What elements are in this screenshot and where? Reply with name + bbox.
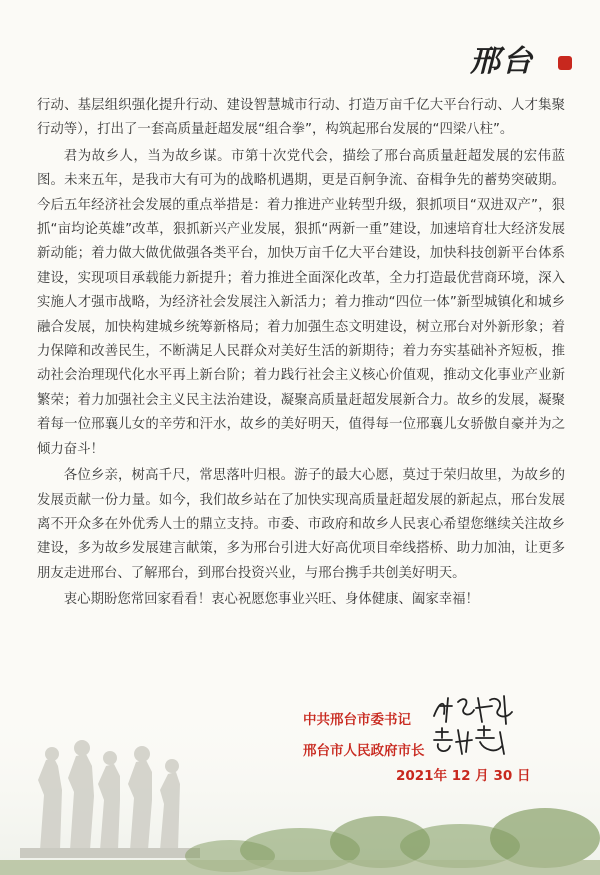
xingtai-logo <box>470 36 582 80</box>
letter-body <box>37 94 565 613</box>
mayor-title: 邢台市人民政府市长 <box>303 743 425 759</box>
mayor-handwritten-signature <box>430 724 514 760</box>
secretary-title: 中共邢台市委书记 <box>303 712 411 728</box>
letter-date: 2021年 12 月 30 日 <box>396 768 531 784</box>
logo-text: 邢台 <box>470 44 534 79</box>
paragraph-1: 行动、基层组织强化提升行动、建设智慧城市行动、打造万亩千亿大平台行动、人才集聚行动等），打出了一套高质量赶超发展“组合拳”，构筑起邢台发展的“四梁八柱”。 <box>37 98 565 138</box>
red-seal-icon <box>558 56 572 70</box>
secretary-handwritten-signature <box>430 692 520 728</box>
paragraph-4: 衷心期盼您常回家看看！衷心祝愿您事业兴旺、身体健康、阖家幸福！ <box>63 592 479 608</box>
paragraph-3: 各位乡亲，树高千尺，常思落叶归根。游子的最大心愿，莫过于荣归故里，为故乡的发展贡献一份力量。如今，我们故乡站在了加快实现高质量赶超发展的新起点，邢台发展离不开众多在外优秀人士的鼎立支持。市委、市政府和故乡人民衷心希望您继续关注故乡建设，多为故乡发展建言献策，多为邢台引进大好高优项目牵线搭桥、助力加油，让更多朋友走进邢台、了解邢台，到邢台投资兴业，与邢台携手共创美好明天。 <box>37 468 565 581</box>
paragraph-2: 君为故乡人，当为故乡谋。市第十次党代会，描绘了邢台高质量赶超发展的宏伟蓝图。未来五年，是我市大有可为的战略机遇期，更是百舸争流、奋楫争先的蓄势突破期。今后五年经济社会发展的重点举措是：着力推进产业转型升级，狠抓项目“双进双产”，狠抓“亩均论英雄”改革，狠抓新兴产业发展，狠抓“两新一重”建设，加速培育壮大经济发展新动能；着力做大做优做强各类平台，加快万亩千亿大平台建设，加快科技创新平台体系建设，实现项目承载能力新提升；着力推进全面深化改革，全力打造最优营商环境，深入实施人才强市战略，为经济社会发展注入新活力；着力推动“四位一体”新型城镇化和城乡融合发展，加快构建城乡统筹新格局；着力加强生态文明建设，树立邢台对外新形象；着力保障和改善民生，不断满足人民群众对美好生活的新期待；着力夯实基础补齐短板，推动社会治理现代化水平再上新台阶；着力践行社会主义核心价值观，推动文化事业产业新繁荣；着力加强社会主义民主法治建设，凝聚高质量赶超发展新合力。故乡的发展，凝聚着每一位邢襄儿女的辛劳和汗水，故乡的美好明天，值得每一位邢襄儿女骄傲自豪并为之倾力奋斗！ <box>37 148 565 457</box>
